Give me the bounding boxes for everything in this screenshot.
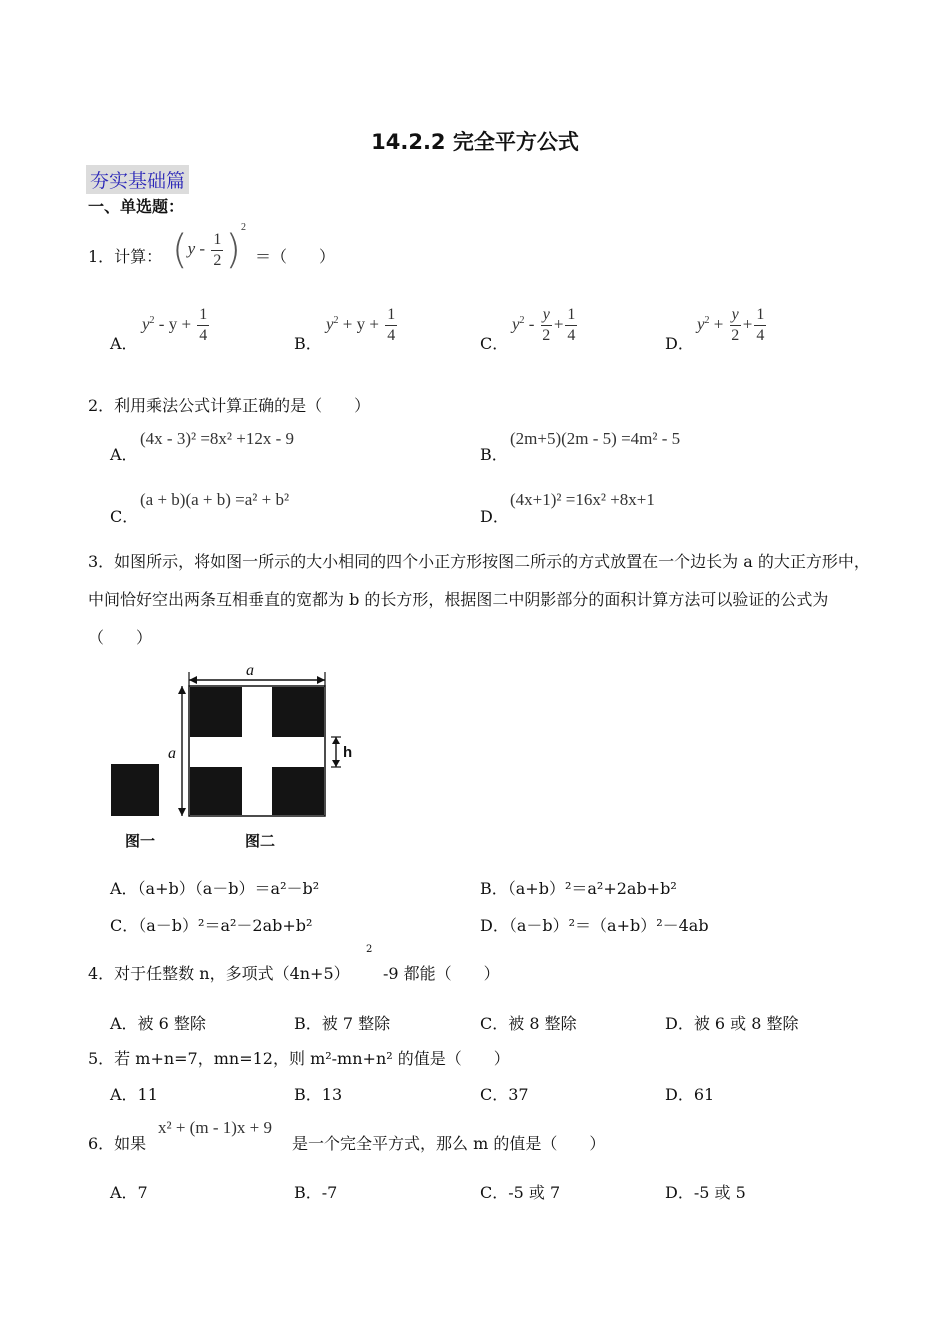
q6-tail: 是一个完全平方式，那么 m 的值是（ ） xyxy=(292,1134,606,1153)
q5-option-c: C．37 xyxy=(480,1085,529,1104)
q5-option-a: A．11 xyxy=(110,1085,158,1104)
q6-option-b: B．-7 xyxy=(294,1183,338,1202)
fig-square-bl xyxy=(190,767,242,815)
q1-option-c-label: C． xyxy=(480,334,509,353)
q1-label: 1．计算： xyxy=(88,247,163,266)
q3-option-b: B．（a+b）²＝a²+2ab+b² xyxy=(480,879,677,898)
section-heading: 一、单选题： xyxy=(88,197,185,216)
q1-option-d: $y^2$ + $\frac{y}{2}$ + $\frac{1}{4}$ xyxy=(697,306,765,344)
q2-option-a-label: A． xyxy=(110,445,138,464)
q1-option-a-label: A． xyxy=(110,334,138,353)
q3-text: 3．如图所示，将如图一所示的大小相同的四个小正方形按图二所示的方式放置在一个边长为 a 的大正方形中，中间恰好空出两条互相垂直的宽都为 b 的长方形，根据图二中阴影部分的面积计算方法可以验证的公式为（ ） xyxy=(88,552,870,647)
section-badge: 夯实基础篇 xyxy=(86,165,189,194)
q6-lead: 6．如果 xyxy=(88,1134,147,1153)
fig-square-tl xyxy=(190,687,242,737)
q1-option-b: $y^2 + y$ + $\frac{1}{4}$ xyxy=(326,306,396,344)
q6-option-c: C．-5 或 7 xyxy=(480,1183,561,1202)
q1-option-d-label: D． xyxy=(665,334,694,353)
page-title: 14.2.2 完全平方公式 xyxy=(371,130,579,154)
q3-option-a: A．（a+b）（a－b）＝a²－b² xyxy=(110,879,320,898)
q1-option-c: $y^2$ - $\frac{y}{2}$ + $\frac{1}{4}$ xyxy=(512,306,576,344)
q4-exponent: 2 xyxy=(366,944,373,955)
q6-option-a: A．7 xyxy=(110,1183,148,1202)
q1-expr-var: y xyxy=(187,239,196,258)
q1-option-a: $y^2$ - y + $\frac{1}{4}$ xyxy=(142,306,208,344)
q1-expr-minus: - xyxy=(199,239,206,258)
q2-option-c: (a + b)(a + b) =a² + b² xyxy=(140,490,290,509)
q4-text: 4．对于任整数 n，多项式（4n+5） xyxy=(88,964,350,983)
q2-option-d: (4x+1)² =16x² +8x+1 xyxy=(510,490,655,509)
fig-caption-1: 图一 xyxy=(125,832,156,850)
q3-option-d: D．（a－b）²＝（a+b）²－4ab xyxy=(480,916,709,935)
q1-expression: (y - $\frac{1}{2}$ )$^2$ xyxy=(172,222,246,274)
fig-caption-2: 图二 xyxy=(245,832,276,850)
q1-expr-exp: 2 xyxy=(240,222,246,233)
fig-label-a-left: a xyxy=(168,745,176,762)
fig-square-br xyxy=(272,767,324,815)
q4-option-b: B．被 7 整除 xyxy=(294,1014,391,1033)
q2-text: 2．利用乘法公式计算正确的是（ ） xyxy=(88,396,371,415)
q1-expr-num: 1 xyxy=(211,230,223,251)
q2-option-b: (2m+5)(2m - 5) =4m² - 5 xyxy=(510,429,681,448)
q6-option-d: D．-5 或 5 xyxy=(665,1183,746,1202)
q3-option-c: C．（a－b）²＝a²－2ab+b² xyxy=(110,916,313,935)
q4-option-a: A．被 6 整除 xyxy=(110,1014,206,1033)
q2-option-b-label: B． xyxy=(480,445,508,464)
q3-figure xyxy=(105,660,365,855)
q1-expr-den: 2 xyxy=(213,251,222,269)
fig-small-square xyxy=(111,764,159,816)
q2-option-d-label: D． xyxy=(480,507,509,526)
q4-tail: -9 都能（ ） xyxy=(383,964,500,983)
q6-expression: x² + (m - 1)x + 9 xyxy=(158,1118,272,1137)
q2-option-a: (4x - 3)² =8x² +12x - 9 xyxy=(140,429,295,448)
q5-option-b: B．13 xyxy=(294,1085,343,1104)
fig-label-h: h xyxy=(343,744,353,761)
q1-option-b-label: B． xyxy=(294,334,322,353)
q4-option-c: C．被 8 整除 xyxy=(480,1014,577,1033)
q5-option-d: D．61 xyxy=(665,1085,715,1104)
fig-label-a-top: a xyxy=(246,662,254,679)
q5-text: 5．若 m+n=7，mn=12，则 m²-mn+n² 的值是（ ） xyxy=(88,1049,510,1068)
fig-square-tr xyxy=(272,687,324,737)
q2-option-c-label: C． xyxy=(110,507,139,526)
q1-tail: ＝（ ） xyxy=(255,247,336,266)
q4-option-d: D．被 6 或 8 整除 xyxy=(665,1014,799,1033)
